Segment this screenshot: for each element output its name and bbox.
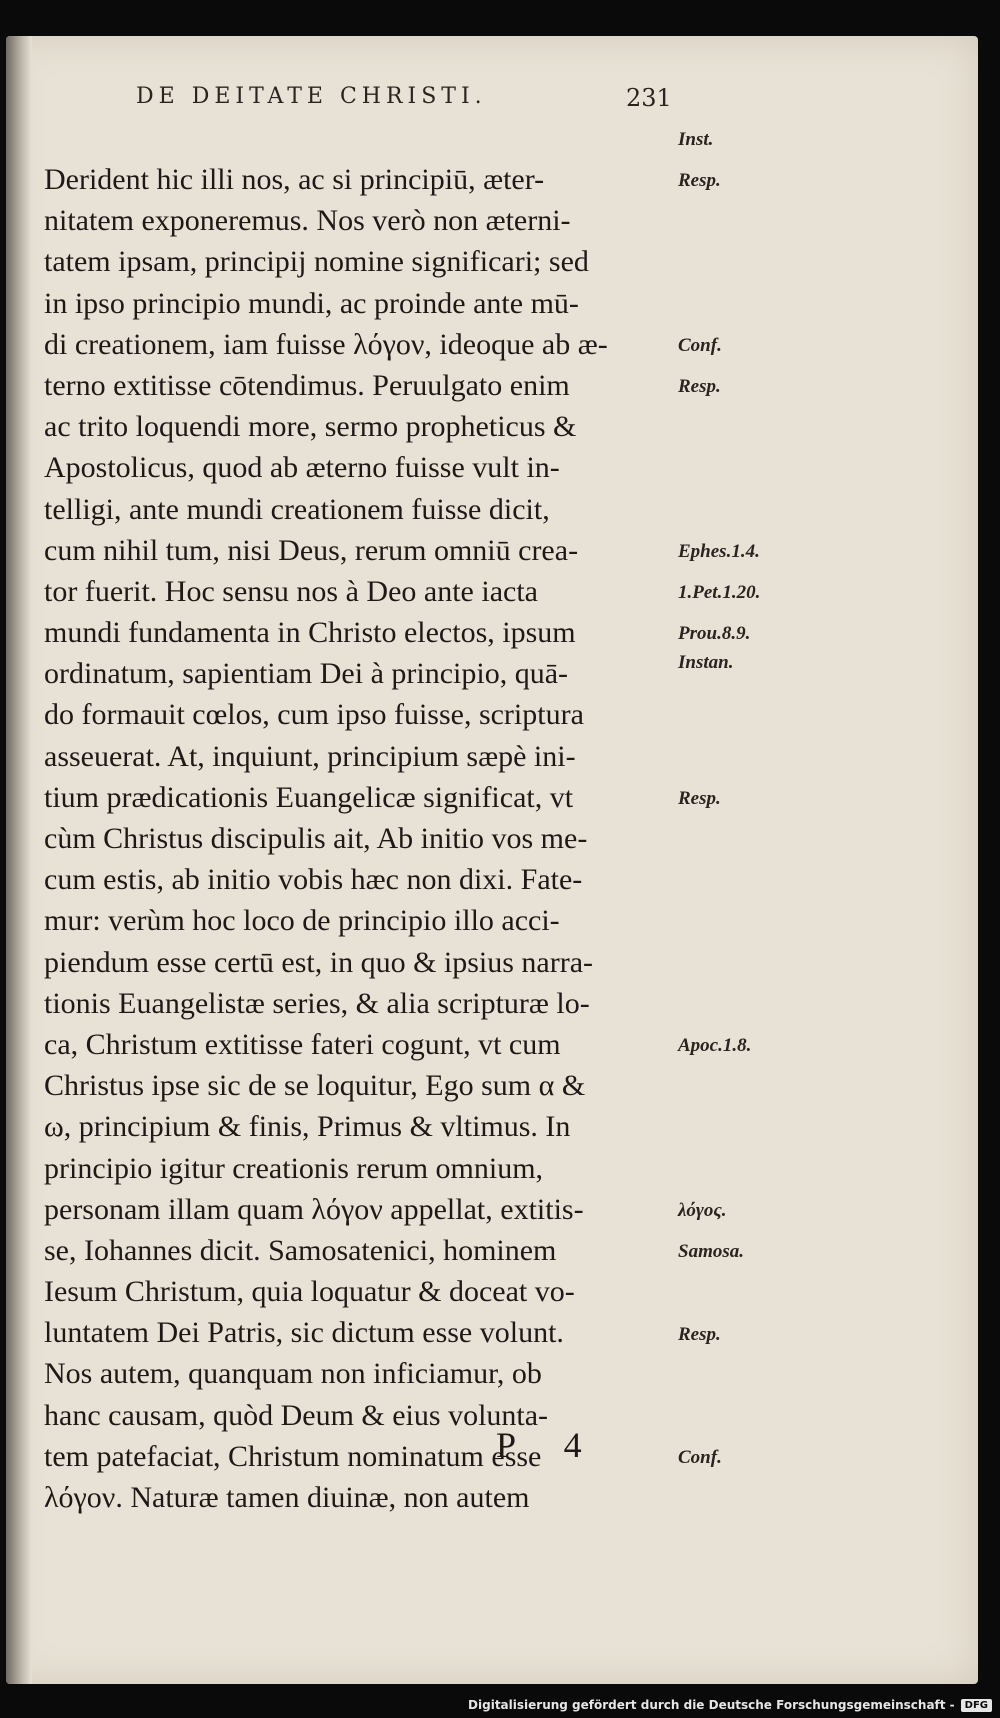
text-line: hanc causam, quòd Deum & eius volunta- [44,1398,549,1432]
text-line: terno extitisse cōtendimus. Peruulgato enim [44,368,570,402]
marginal-note: Samosa. [678,1241,744,1263]
digitization-credit [468,1696,992,1714]
marginal-note: 1.Pet.1.20. [678,582,761,604]
marginal-note: Conf. [678,335,722,356]
text-line: cum estis, ab initio vobis hæc non dixi. Fate- [44,863,583,897]
text-line: se, Iohannes dicit. Samosatenici, hominem [44,1233,557,1267]
marginal-note: Resp. [678,1323,721,1345]
text-line: asseuerat. At, inquiunt, principium sæpè ini- [44,739,576,773]
text-line: in ipso principio mundi, ac proinde ante mū- [44,286,579,320]
marginal-note: Inst. [678,129,714,150]
text-line: tatem ipsam, principij nomine significari; sed [44,245,589,279]
text-line: tionis Euangelistæ series, & alia scripturæ lo- [44,986,590,1020]
text-line: principio igitur creationis rerum omnium, [44,1151,544,1185]
text-line: cùm Christus discipulis ait, Ab initio vos me- [44,822,588,855]
text-line: ac trito loquendi more, sermo propheticus & [44,410,577,444]
marginal-note: Resp. [678,788,721,810]
marginal-note: Prou.8.9. [678,623,751,645]
body-text [44,159,694,1518]
marginal-note: Resp. [678,376,721,398]
text-line: personam illam quam λόγον appellat, extitis- [44,1192,584,1226]
signature-mark: P 4 [496,1425,602,1465]
text-line: piendum esse certū est, in quo & ipsius narra- [44,945,594,979]
marginal-note: Apoc.1.8. [678,1035,752,1057]
text-line: telligi, ante mundi creationem fuisse dicit, [44,492,550,526]
text-line: tor fuerit. Hoc sensu nos à Deo ante iacta [44,574,538,608]
text-line: Apostolicus, quod ab æterno fuisse vult in- [44,451,560,485]
text-line: Derident hic illi nos, ac si principiū, æter- [44,163,545,196]
text-line: luntatem Dei Patris, sic dictum esse volunt. [44,1316,564,1350]
marginal-note: Instan. [678,652,734,674]
marginal-note: λόγος. [678,1200,727,1222]
text-line: mundi fundamenta in Christo electos, ipsum [44,616,576,650]
running-title: DE DEITATE CHRISTI. [136,84,487,109]
text-line: Nos autem, quanquam non inficiamur, ob [44,1357,542,1391]
text-line: Christus ipse sic de se loquitur, Ego sum α & [44,1069,586,1103]
text-line: tium prædicationis Euangelicæ significat, vt [44,780,574,814]
credit-text: Digitalisierung gefördert durch die Deutsche Forschungsgemeinschaft - [468,1698,955,1712]
dfg-logo: DFG [961,1699,992,1712]
text-line: ω, principium & finis, Primus & vltimus. In [44,1110,571,1144]
text-line: tem patefaciat, Christum nominatum esse [44,1439,542,1473]
text-line: cum nihil tum, nisi Deus, rerum omniū crea- [44,533,579,567]
text-line: di creationem, iam fuisse λόγον, ideoque ab æ- [44,327,608,361]
marginal-note: Ephes.1.4. [678,541,760,562]
text-line: do formauit cœlos, cum ipso fuisse, scriptura [44,698,584,732]
book-gutter [6,36,32,1684]
text-line: ca, Christum extitisse fateri cogunt, vt cum [44,1027,561,1061]
text-line: Iesum Christum, quia loquatur & doceat vo- [44,1275,575,1309]
marginal-note: Conf. [678,1447,722,1469]
text-line: ordinatum, sapientiam Dei à principio, quā- [44,657,569,691]
text-line: nitatem exponeremus. Nos verò non æterni- [44,204,571,238]
page-number: 231 [626,84,672,112]
marginal-note: Resp. [678,170,721,192]
text-line: mur: verùm hoc loco de principio illo acci- [44,904,560,938]
book-page [6,36,978,1684]
text-line: λόγον. Naturæ tamen diuinæ, non autem [44,1481,530,1514]
